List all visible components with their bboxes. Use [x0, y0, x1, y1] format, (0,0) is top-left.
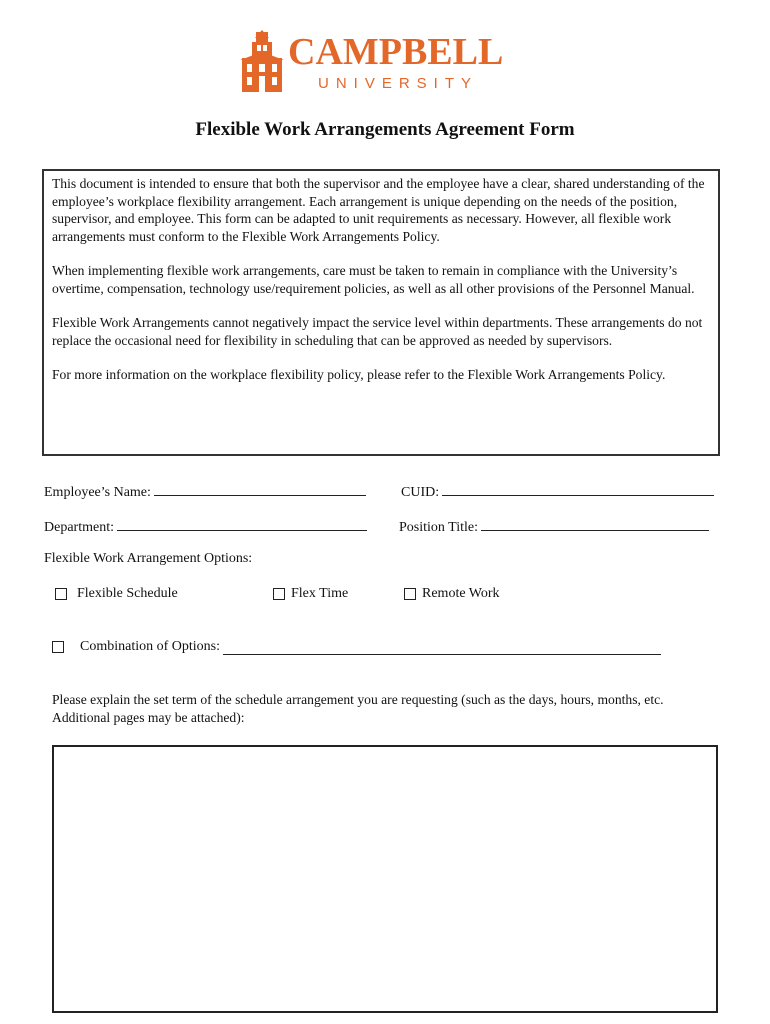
combination-checkbox[interactable]	[52, 641, 64, 653]
flex-time-label: Flex Time	[291, 586, 349, 601]
employee-name-row	[44, 481, 366, 502]
position-title-field[interactable]	[481, 516, 709, 531]
flexible-schedule-label: Flexible Schedule	[77, 586, 178, 601]
position-title-row	[399, 516, 709, 537]
university-logo	[238, 30, 518, 96]
flexible-schedule-checkbox[interactable]	[55, 588, 67, 600]
flex-time-checkbox[interactable]	[273, 588, 285, 600]
campbell-tower-icon	[238, 30, 286, 94]
intro-paragraph-4: For more information on the workplace flexibility policy, please refer to the Flexible Work Arrangements Policy.	[52, 367, 666, 382]
page-title: Flexible Work Arrangements Agreement Form	[195, 119, 575, 140]
position-title-label: Position Title:	[399, 520, 478, 535]
intro-paragraph-1: This document is intended to ensure that both the supervisor and the employee have a clear, shared understanding of the employee’s workplace flexibility arrangement. Each arrangement is unique depending on the needs of the position, supervisor, and employee. This form can be adapted to unit requirements as necessary. However, all flexible work arrangements must conform to the Flexible Work Arrangements Policy.	[52, 176, 705, 244]
department-row	[44, 516, 367, 537]
option-flexible-schedule[interactable]	[55, 585, 178, 603]
schedule-explanation-box[interactable]	[52, 745, 718, 1013]
employee-name-label: Employee’s Name:	[44, 485, 151, 500]
department-label: Department:	[44, 520, 114, 535]
option-combination[interactable]	[52, 638, 661, 656]
cuid-field[interactable]	[442, 481, 714, 496]
intro-box	[42, 169, 720, 456]
option-flex-time[interactable]	[273, 585, 348, 603]
remote-work-label: Remote Work	[422, 586, 500, 601]
combination-label: Combination of Options:	[80, 639, 220, 654]
remote-work-checkbox[interactable]	[404, 588, 416, 600]
employee-name-field[interactable]	[154, 481, 366, 496]
option-remote-work[interactable]	[404, 585, 500, 603]
combination-field[interactable]	[223, 640, 661, 655]
intro-paragraph-3: Flexible Work Arrangements cannot negatively impact the service level within departments. These arrangements do not replace the occasional need for flexibility in scheduling that can be approved as needed by supervisors.	[52, 315, 703, 348]
department-field[interactable]	[117, 516, 367, 531]
explain-instructions: Please explain the set term of the schedule arrangement you are requesting (such as the days, hours, months, etc. Additional pages may be attached):	[52, 692, 664, 725]
intro-paragraph-2: When implementing flexible work arrangements, care must be taken to remain in compliance with the University’s overtime, compensation, technology use/requirement policies, as well as all other provisions of the Personnel Manual.	[52, 263, 695, 296]
logo-wordmark: CAMPBELL	[288, 31, 504, 73]
logo-subtitle: UNIVERSITY	[318, 75, 479, 92]
cuid-row	[401, 481, 714, 502]
cuid-label: CUID:	[401, 485, 440, 500]
options-label: Flexible Work Arrangement Options:	[44, 551, 253, 566]
